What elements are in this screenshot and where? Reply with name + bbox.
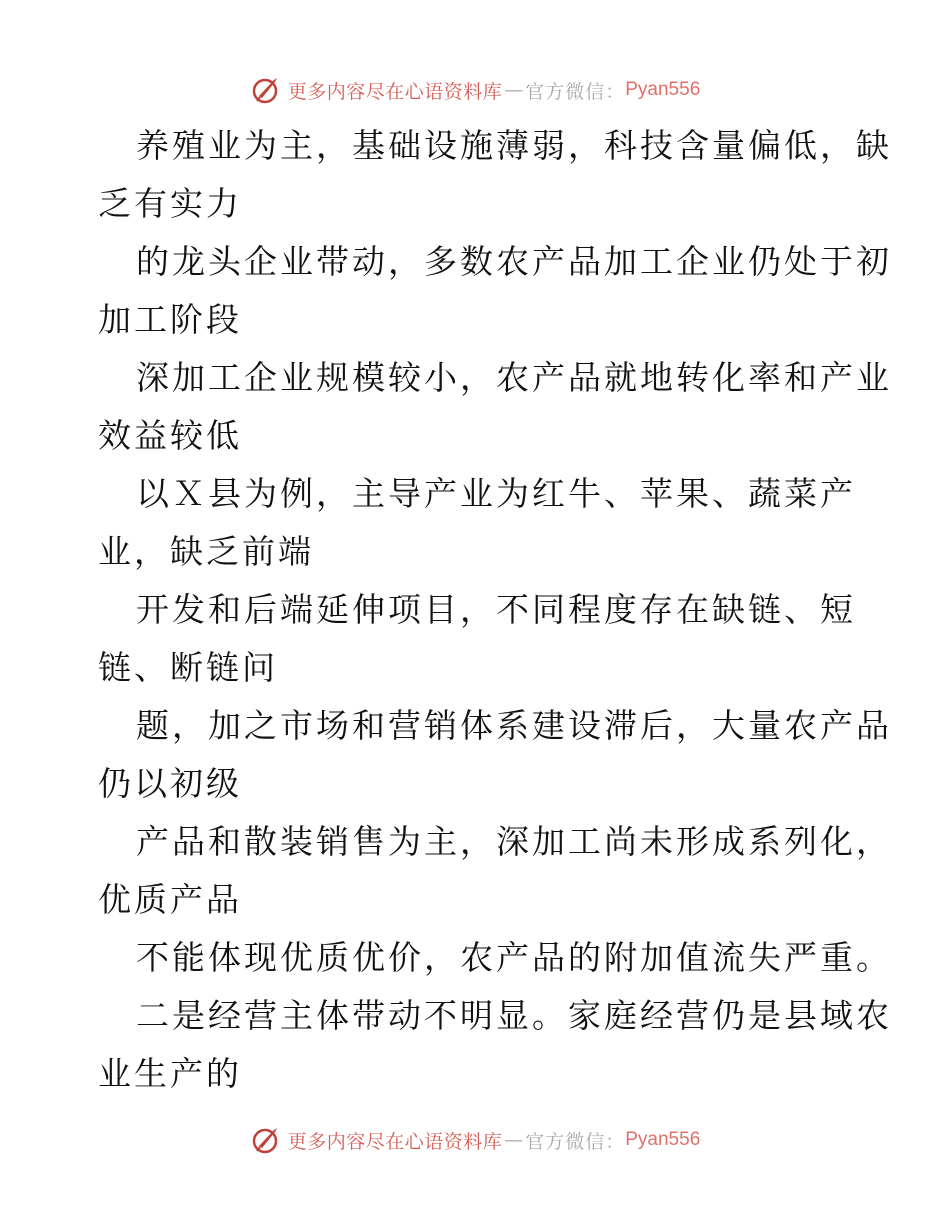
paragraph-line: 不能体现优质优价，农产品的附加值流失严重。 [136, 938, 892, 977]
paragraph-line: 加工阶段 [98, 300, 242, 339]
paragraph-line: 业生产的 [98, 1054, 242, 1093]
header-banner [0, 70, 950, 110]
paragraph-2 [98, 233, 892, 349]
paragraph-9 [98, 987, 892, 1103]
paragraph-line: 乏有实力 [98, 184, 242, 223]
paragraph-5 [98, 581, 868, 697]
paragraph-line: 优质产品 [98, 880, 242, 919]
paragraph-line: 产品和散装销售为主，深加工尚未形成系列化， [136, 822, 892, 861]
paragraph-line: 题，加之市场和营销体系建设滞后，大量农产品 [136, 706, 892, 745]
paragraph-6 [98, 697, 892, 813]
paragraph-line: 仍以初级 [98, 764, 242, 803]
paragraph-line: 链、断链问 [98, 648, 278, 687]
paragraph-8 [98, 929, 892, 987]
banner-wechat-id: Pyan556 [625, 1129, 701, 1150]
paragraph-1 [98, 117, 892, 233]
paragraph-4 [98, 465, 868, 581]
paragraph-line: 二是经营主体带动不明显。家庭经营仍是县域农 [136, 996, 892, 1035]
banner-dash: — [504, 1129, 524, 1151]
quill-pen-icon [250, 74, 282, 106]
paragraph-line: 养殖业为主，基础设施薄弱，科技含量偏低，缺 [136, 126, 892, 165]
document-body [98, 117, 892, 1103]
quill-pen-icon [250, 1124, 282, 1156]
paragraph-3 [98, 349, 892, 465]
banner-site-text: 更多内容尽在心语资料库 [287, 80, 503, 103]
footer-banner [0, 1120, 950, 1160]
banner-wechat-label: 官方微信： [525, 1130, 626, 1153]
paragraph-line: 深加工企业规模较小，农产品就地转化率和产业 [136, 358, 892, 397]
paragraph-line: 以Ｘ县为例，主导产业为红牛、苹果、蔬菜产 [136, 474, 856, 513]
paragraph-line: 开发和后端延伸项目，不同程度存在缺链、短 [136, 590, 856, 629]
paragraph-line: 效益较低 [98, 416, 242, 455]
banner-wechat-id: Pyan556 [625, 79, 701, 100]
banner-site-text: 更多内容尽在心语资料库 [287, 1130, 503, 1153]
banner-wechat-label: 官方微信： [525, 80, 626, 103]
paragraph-line: 业，缺乏前端 [98, 532, 314, 571]
paragraph-line: 的龙头企业带动，多数农产品加工企业仍处于初 [136, 242, 892, 281]
paragraph-7 [98, 813, 892, 929]
banner-dash: — [504, 79, 524, 101]
